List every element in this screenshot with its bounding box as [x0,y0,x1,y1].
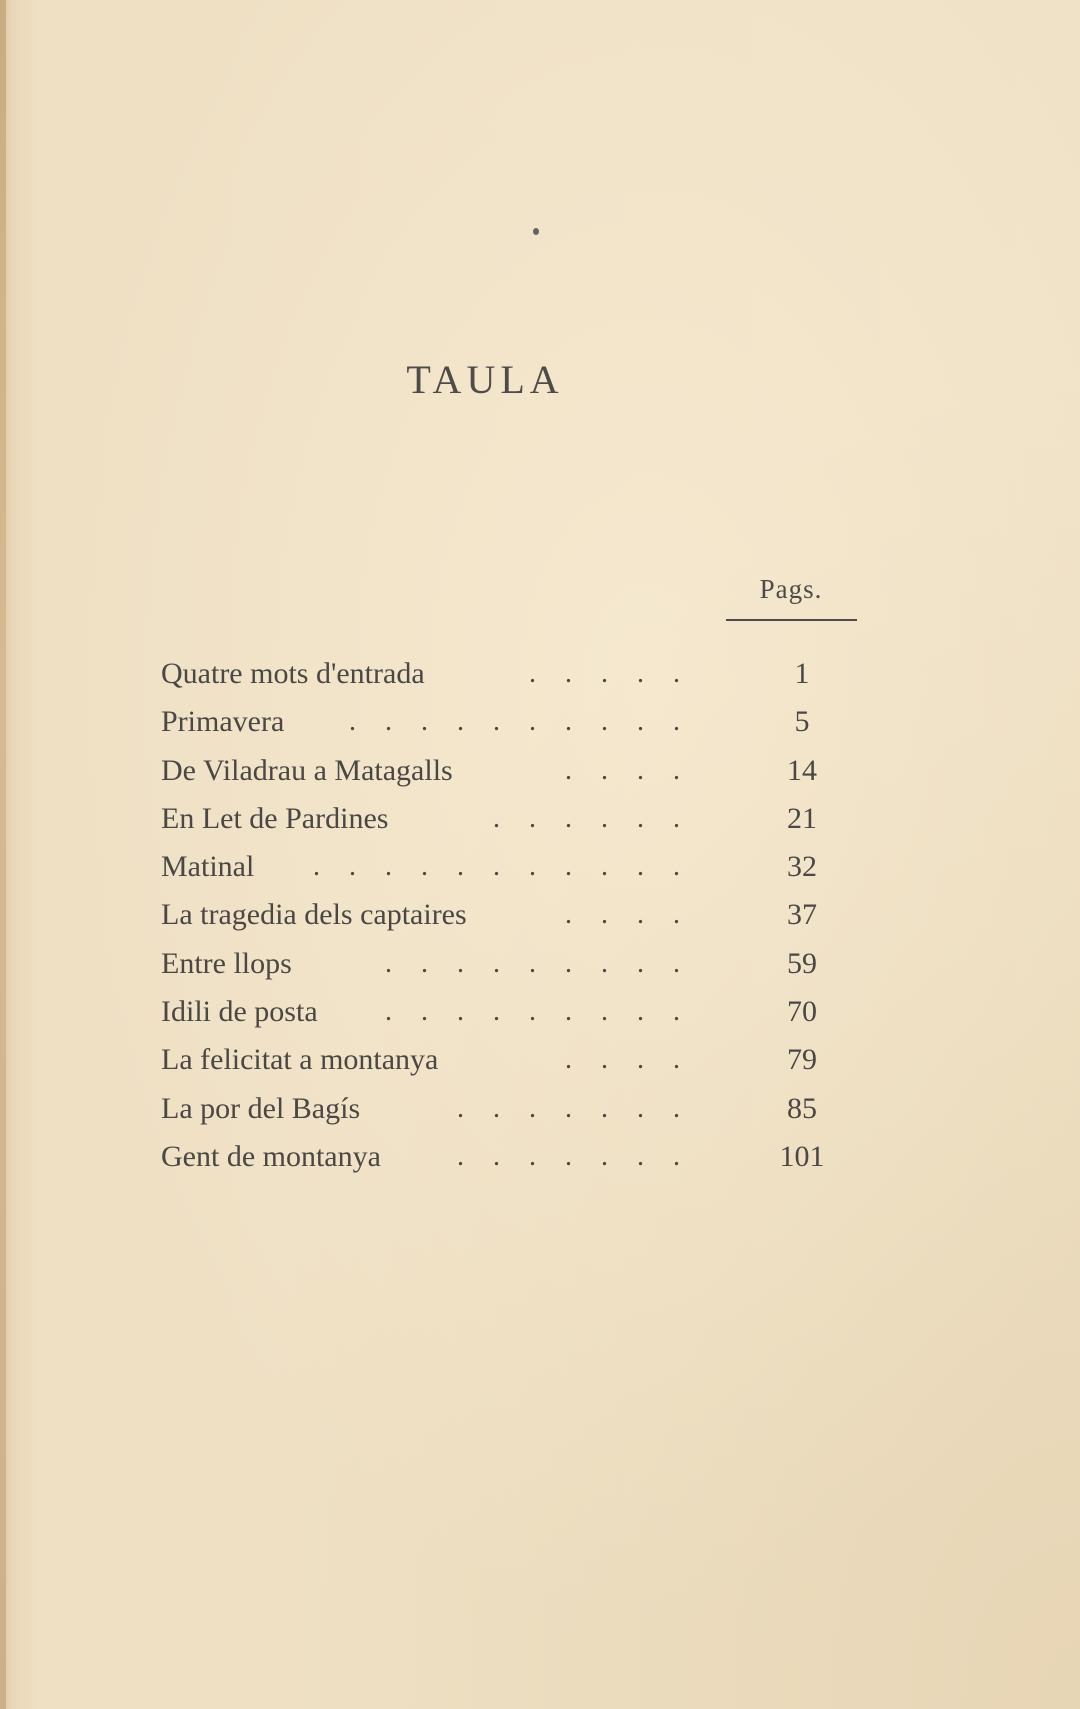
toc-entry-title: Idili de posta [161,995,318,1029]
toc-entry [161,650,821,698]
toc-entry [161,747,821,795]
toc-entry-title: Gent de montanya [161,1139,381,1173]
toc-entry-leader: . . . . . . . . . . . [313,851,691,883]
ink-speck [533,228,539,235]
toc-entry-title: Matinal [161,850,255,884]
toc-entry-page: 32 [787,850,817,884]
toc-entry-page: 1 [794,657,810,690]
pages-column-header: Pags. [759,574,823,604]
toc-entry [161,1036,821,1084]
toc-entry-title: Primavera [161,705,285,739]
toc-entry [161,795,821,843]
toc-entry-title: La felicitat a montanya [161,1043,439,1077]
toc-entry-page: 101 [779,1139,825,1173]
toc-entry-leader: . . . . . . . [457,1092,691,1124]
pages-header-rule [726,619,857,621]
toc-entry-leader: . . . . . . . [457,1140,691,1172]
toc-entry-title: Quatre mots d'entrada [161,657,425,690]
toc-entry-title: De Viladrau a Matagalls [161,753,453,787]
toc-entry [161,988,821,1036]
page-edge-shadow [0,0,6,1709]
toc-entry-leader: . . . . [565,754,691,786]
toc-entry [161,940,821,988]
toc-entry-page: 37 [787,898,817,932]
toc-entry-title: La por del Bagís [161,1091,361,1125]
toc-entry-leader: . . . . [565,1044,691,1076]
toc-entry [161,1085,821,1133]
toc-entry-title: En Let de Pardines [161,801,389,835]
toc-entry-leader: . . . . . . . . . [385,947,691,979]
toc-entry-leader: . . . . . . . . . [385,996,691,1028]
toc-entry [161,891,821,939]
toc-entry-page: 5 [794,705,810,739]
toc-entry-leader: . . . . . . [493,802,691,834]
toc-entry-page: 85 [787,1091,817,1125]
toc-entry-page: 14 [787,753,817,787]
toc-entry-leader: . . . . . . . . . . [349,706,691,738]
toc-entry-leader: . . . . . [529,658,691,689]
toc-entry-title: La tragedia dels captaires [161,898,467,932]
toc-entry-page: 59 [787,946,817,980]
page-title: TAULA [406,357,564,402]
toc-entry-leader: . . . . [565,899,691,931]
toc-entry-title: Entre llops [161,946,292,980]
toc-entry-page: 79 [787,1043,817,1077]
table-of-contents [161,650,825,1181]
toc-entry-page: 70 [787,995,817,1029]
toc-entry [161,1133,825,1181]
toc-entry [161,843,821,891]
toc-entry [161,698,821,746]
toc-entry-page: 21 [787,801,817,835]
